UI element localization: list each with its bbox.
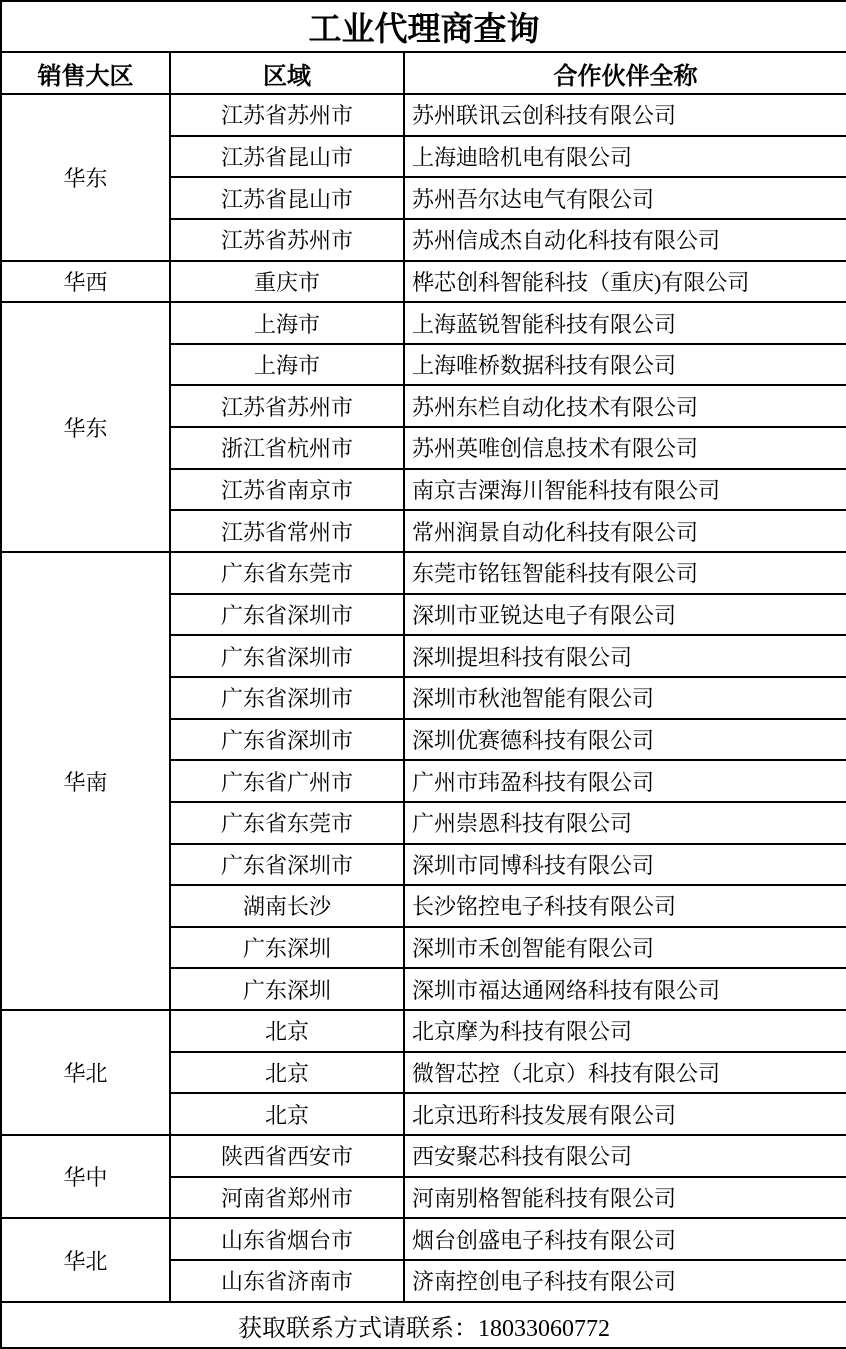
region-cell: 华北 [1, 1010, 170, 1135]
area-cell: 广东省深圳市 [170, 677, 404, 719]
partner-cell: 深圳市禾创智能有限公司 [404, 927, 846, 969]
header-row [1, 52, 846, 94]
region-cell: 华东 [1, 302, 170, 552]
partner-cell: 烟台创盛电子科技有限公司 [404, 1218, 846, 1260]
partner-cell: 苏州吾尔达电气有限公司 [404, 177, 846, 219]
table-row [1, 261, 846, 303]
area-cell: 广东省东莞市 [170, 552, 404, 594]
region-cell: 华东 [1, 94, 170, 261]
partner-cell: 广州市玮盈科技有限公司 [404, 760, 846, 802]
table-row [1, 1135, 846, 1177]
region-cell: 华北 [1, 1218, 170, 1302]
area-cell: 陕西省西安市 [170, 1135, 404, 1177]
area-cell: 江苏省常州市 [170, 510, 404, 552]
area-cell: 广东省广州市 [170, 760, 404, 802]
column-header-sales-region: 销售大区 [1, 52, 170, 94]
partner-cell: 东莞市铭钰智能科技有限公司 [404, 552, 846, 594]
partner-cell: 长沙铭控电子科技有限公司 [404, 885, 846, 927]
region-cell: 华中 [1, 1135, 170, 1218]
area-cell: 湖南长沙 [170, 885, 404, 927]
region-cell: 华南 [1, 552, 170, 1010]
table-row [1, 1010, 846, 1052]
partner-cell: 苏州东栏自动化技术有限公司 [404, 385, 846, 427]
partner-cell: 上海迪晗机电有限公司 [404, 136, 846, 178]
area-cell: 江苏省昆山市 [170, 177, 404, 219]
area-cell: 广东省深圳市 [170, 635, 404, 677]
table-row [1, 552, 846, 594]
area-cell: 山东省烟台市 [170, 1218, 404, 1260]
partner-cell: 济南控创电子科技有限公司 [404, 1260, 846, 1302]
partner-cell: 河南别格智能科技有限公司 [404, 1177, 846, 1219]
region-cell: 华西 [1, 261, 170, 303]
partner-cell: 上海唯桥数据科技有限公司 [404, 344, 846, 386]
title-row [1, 1, 846, 52]
area-cell: 江苏省昆山市 [170, 136, 404, 178]
footer-row [1, 1302, 846, 1348]
partner-cell: 北京摩为科技有限公司 [404, 1010, 846, 1052]
partner-cell: 西安聚芯科技有限公司 [404, 1135, 846, 1177]
partner-cell: 深圳提坦科技有限公司 [404, 635, 846, 677]
area-cell: 山东省济南市 [170, 1260, 404, 1302]
partner-cell: 深圳市亚锐达电子有限公司 [404, 594, 846, 636]
area-cell: 北京 [170, 1093, 404, 1135]
area-cell: 浙江省杭州市 [170, 427, 404, 469]
area-cell: 江苏省苏州市 [170, 219, 404, 261]
partner-cell: 深圳市秋池智能有限公司 [404, 677, 846, 719]
column-header-partner-name: 合作伙伴全称 [404, 52, 846, 94]
area-cell: 广东深圳 [170, 968, 404, 1010]
area-cell: 广东省深圳市 [170, 844, 404, 886]
area-cell: 北京 [170, 1052, 404, 1094]
partner-cell: 苏州英唯创信息技术有限公司 [404, 427, 846, 469]
table-row [1, 94, 846, 136]
partner-cell: 常州润景自动化科技有限公司 [404, 510, 846, 552]
partner-cell: 深圳市福达通网络科技有限公司 [404, 968, 846, 1010]
partner-cell: 苏州信成杰自动化科技有限公司 [404, 219, 846, 261]
partner-cell: 南京吉溧海川智能科技有限公司 [404, 469, 846, 511]
area-cell: 广东深圳 [170, 927, 404, 969]
area-cell: 江苏省苏州市 [170, 94, 404, 136]
area-cell: 江苏省苏州市 [170, 385, 404, 427]
partner-cell: 桦芯创科智能科技（重庆)有限公司 [404, 261, 846, 303]
partner-cell: 上海蓝锐智能科技有限公司 [404, 302, 846, 344]
partner-cell: 北京迅珩科技发展有限公司 [404, 1093, 846, 1135]
page-title: 工业代理商查询 [1, 1, 846, 52]
area-cell: 河南省郑州市 [170, 1177, 404, 1219]
area-cell: 上海市 [170, 302, 404, 344]
area-cell: 江苏省南京市 [170, 469, 404, 511]
partner-cell: 苏州联讯云创科技有限公司 [404, 94, 846, 136]
partner-cell: 深圳市同博科技有限公司 [404, 844, 846, 886]
contact-notice: 获取联系方式请联系：18033060772 [1, 1302, 846, 1348]
column-header-area: 区域 [170, 52, 404, 94]
partner-cell: 深圳优赛德科技有限公司 [404, 719, 846, 761]
area-cell: 广东省深圳市 [170, 719, 404, 761]
area-cell: 北京 [170, 1010, 404, 1052]
table-row [1, 1218, 846, 1260]
partner-cell: 广州崇恩科技有限公司 [404, 802, 846, 844]
area-cell: 重庆市 [170, 261, 404, 303]
partner-cell: 微智芯控（北京）科技有限公司 [404, 1052, 846, 1094]
area-cell: 上海市 [170, 344, 404, 386]
table-row [1, 302, 846, 344]
area-cell: 广东省东莞市 [170, 802, 404, 844]
area-cell: 广东省深圳市 [170, 594, 404, 636]
